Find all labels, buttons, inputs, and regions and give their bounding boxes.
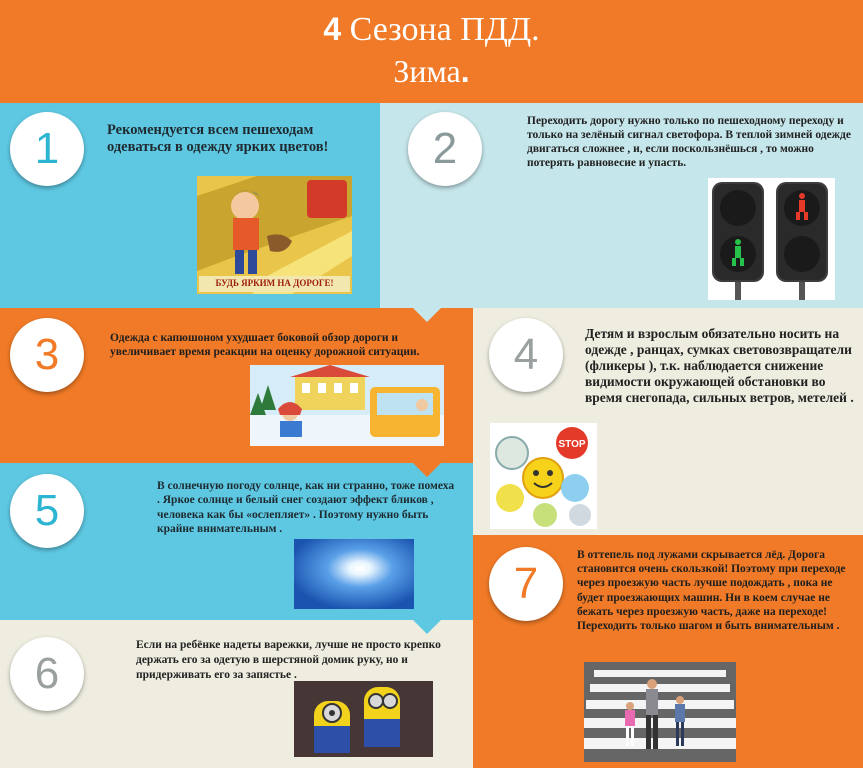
illustration-mittens bbox=[294, 681, 433, 757]
title-number: 4 bbox=[323, 11, 342, 47]
item-7-text: В оттепель под лужами скрывается лёд. Дорога становится очень скользкой! Поэтому при переходе через проезжую часть лучше подождать , пока не будет проезжающих машин. Ни в коем случае не бежать через проезжую часть, даже на переходе! Переходить только шагом и быть внимательным . bbox=[577, 549, 846, 633]
illustration-winter-hood bbox=[250, 365, 444, 446]
number-badge-3: 3 bbox=[10, 318, 84, 392]
illustration-bright-clothes bbox=[197, 176, 352, 294]
illustration-caption: БУДЬ ЯРКИМ НА ДОРОГЕ! bbox=[215, 278, 334, 288]
subtitle-dot: . bbox=[460, 53, 470, 89]
header-banner bbox=[0, 0, 863, 103]
item-3-text: Одежда с капюшоном ухудшает боковой обзор дороги и увеличивает время реакции на оценку дорожной ситуации. bbox=[110, 332, 420, 358]
illustration-crosswalk bbox=[584, 662, 736, 762]
item-4-text: Детям и взрослым обязательно носить на одежде , ранцах, сумках световозвращатели (фликеры ), т.к. наблюдается снижение видимости окружающей обстановки во время снегопада, сильных ветров, метелей . bbox=[585, 326, 854, 405]
panel-3-notch bbox=[413, 308, 441, 322]
number-badge-2: 2 bbox=[408, 112, 482, 186]
item-5-text: В солнечную погоду солнце, как ни странно, тоже помеха . Яркое солнце и белый снег создают эффект бликов , человека как бы «ослепляет» . Поэтому нужно быть крайне внимательным . bbox=[157, 480, 455, 535]
item-1-text: Рекомендуется всем пешеходам одеваться в одежду ярких цветов! bbox=[107, 122, 329, 155]
number-badge-5: 5 bbox=[10, 474, 84, 548]
number-badge-4: 4 bbox=[489, 318, 563, 392]
item-6-text: Если на ребёнке надеты варежки, лучше не просто крепко держать его за одетую в шерстяной домик руку, но и придерживать его за запястье . bbox=[136, 639, 441, 681]
title-text: Сезона ПДД. bbox=[349, 11, 540, 48]
illustration-reflectors bbox=[490, 423, 597, 529]
number-badge-7: 7 bbox=[489, 547, 563, 621]
number-badge-1: 1 bbox=[10, 112, 84, 186]
panel-6-notch bbox=[413, 620, 441, 634]
number-badge-6: 6 bbox=[10, 637, 84, 711]
panel-5-notch bbox=[413, 463, 441, 477]
svg-text:STOP: STOP bbox=[558, 439, 586, 450]
illustration-traffic-lights bbox=[708, 178, 835, 300]
page-title bbox=[0, 10, 863, 49]
subtitle-text: Зима bbox=[393, 53, 461, 89]
item-2-text: Переходить дорогу нужно только по пешеходному переходу и только на зелёный сигнал светофора. В теплой зимней одежде двигаться сложнее , и, если поскользнёшься , то можно потерять равновесие и упасть. bbox=[527, 115, 851, 169]
page-subtitle bbox=[0, 53, 863, 89]
illustration-sun bbox=[294, 539, 414, 609]
